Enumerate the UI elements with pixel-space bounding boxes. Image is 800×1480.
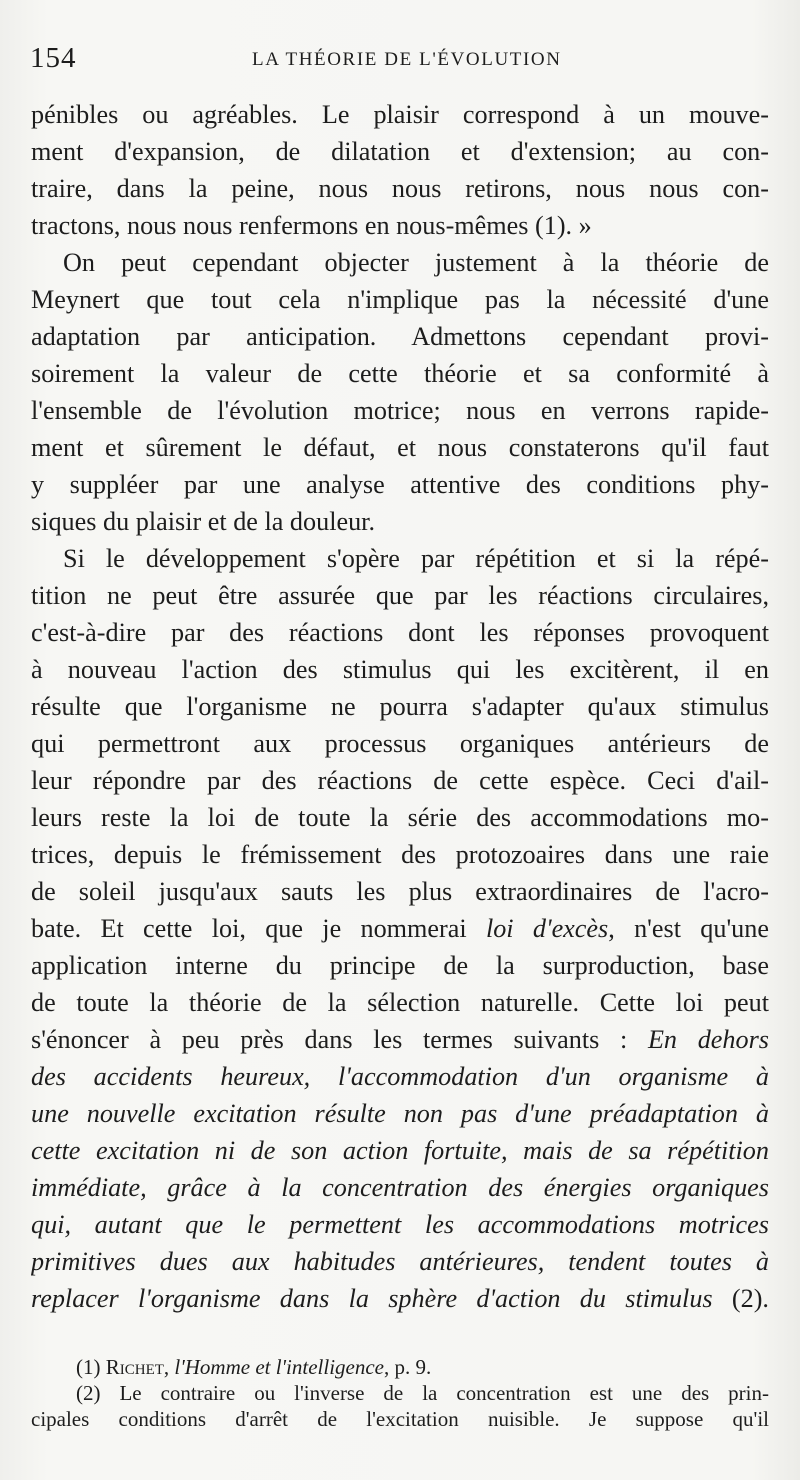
text-line: On peut cependant objecter justement à la théorie de [63, 248, 769, 277]
italic-line: une nouvelle excitation résulte non pas d'une préadaptation à [31, 1099, 769, 1128]
footnote-title: l'Homme et l'intelligence [174, 1355, 385, 1379]
text-segment: s'énoncer à peu près dans les termes suivants : [31, 1025, 648, 1054]
text-line [31, 1280, 769, 1317]
text-line: trices, depuis le frémissement des protozoaires dans une raie [31, 840, 769, 869]
main-text [31, 96, 769, 1317]
footnote-2-line: cipales conditions d'arrêt de l'excitation nuisible. Je suppose qu'il [31, 1407, 769, 1431]
page-header [30, 42, 770, 78]
italic-term: loi d'excès [485, 914, 609, 943]
text-line: tition ne peut être assurée que par les réactions circulaires, [31, 581, 769, 610]
italic-line: immédiate, grâce à la concentration des énergies organiques [31, 1173, 769, 1202]
text-line: tractons, nous nous renfermons en nous-mêmes (1). » [31, 211, 592, 240]
italic-line: cette excitation ni de son action fortuite, mais de sa répétition [31, 1136, 769, 1165]
footnote-1: (1) Richet, l'Homme et l'intelligence, p. 9. [76, 1355, 432, 1379]
running-title: LA THÉORIE DE L'ÉVOLUTION [252, 49, 562, 70]
footnotes [31, 1354, 769, 1432]
paragraph-3 [31, 540, 769, 1317]
text-line [31, 1021, 769, 1058]
paragraph-1 [31, 96, 769, 244]
text-line: pénibles ou agréables. Le plaisir correspond à un mouve- [31, 100, 769, 129]
footnote-page: , p. 9. [384, 1355, 432, 1379]
footnote-marker: (1) [76, 1355, 101, 1379]
text-line: siques du plaisir et de la douleur. [31, 507, 376, 536]
text-line: ment et sûrement le défaut, et nous constaterons qu'il faut [31, 433, 769, 462]
page-number: 154 [30, 42, 77, 74]
text-line: ment d'expansion, de dilatation et d'extension; au con- [31, 137, 769, 166]
text-line: soirement la valeur de cette théorie et sa conformité à [31, 359, 769, 388]
text-line: Meynert que tout cela n'implique pas la nécessité d'une [31, 285, 769, 314]
footnote-ref: (2). [712, 1284, 769, 1313]
italic-line: primitives dues aux habitudes antérieures, tendent toutes à [31, 1247, 769, 1276]
text-line [31, 910, 769, 947]
text-segment: , n'est qu'une [608, 914, 769, 943]
text-line: qui permettront aux processus organiques antérieurs de [31, 729, 769, 758]
text-line: leurs reste la loi de toute la série des accommodations mo- [31, 803, 769, 832]
paragraph-2 [31, 244, 769, 540]
footnote-2-line: (2) Le contraire ou l'inverse de la concentration est une des prin- [76, 1381, 769, 1405]
text-line: de soleil jusqu'aux sauts les plus extraordinaires de l'acro- [31, 877, 769, 906]
text-line: l'ensemble de l'évolution motrice; nous en verrons rapide- [31, 396, 769, 425]
text-line: résulte que l'organisme ne pourra s'adapter qu'aux stimulus [31, 692, 769, 721]
text-line: y suppléer par une analyse attentive des conditions phy- [31, 470, 769, 499]
text-line: à nouveau l'action des stimulus qui les excitèrent, il en [31, 655, 769, 684]
text-segment: bate. Et cette loi, que je nommerai [31, 914, 486, 943]
italic-law-start: En dehors [647, 1025, 769, 1054]
text-line: Si le développement s'opère par répétition et si la répé- [63, 544, 769, 573]
text-line: traire, dans la peine, nous nous retirons, nous nous con- [31, 174, 769, 203]
text-line: adaptation par anticipation. Admettons cependant provi- [31, 322, 769, 351]
italic-line: des accidents heureux, l'accommodation d'un organisme à [31, 1062, 769, 1091]
italic-law-end: replacer l'organisme dans la sphère d'action du stimulus [31, 1284, 713, 1313]
footnote-author: Richet [105, 1355, 164, 1379]
italic-line: qui, autant que le permettent les accommodations motrices [31, 1210, 769, 1239]
text-line: leur répondre par des réactions de cette espèce. Ceci d'ail- [31, 766, 769, 795]
text-line: de toute la théorie de la sélection naturelle. Cette loi peut [31, 988, 769, 1017]
text-line: application interne du principe de la surproduction, base [31, 951, 769, 980]
text-line: c'est-à-dire par des réactions dont les réponses provoquent [31, 618, 769, 647]
